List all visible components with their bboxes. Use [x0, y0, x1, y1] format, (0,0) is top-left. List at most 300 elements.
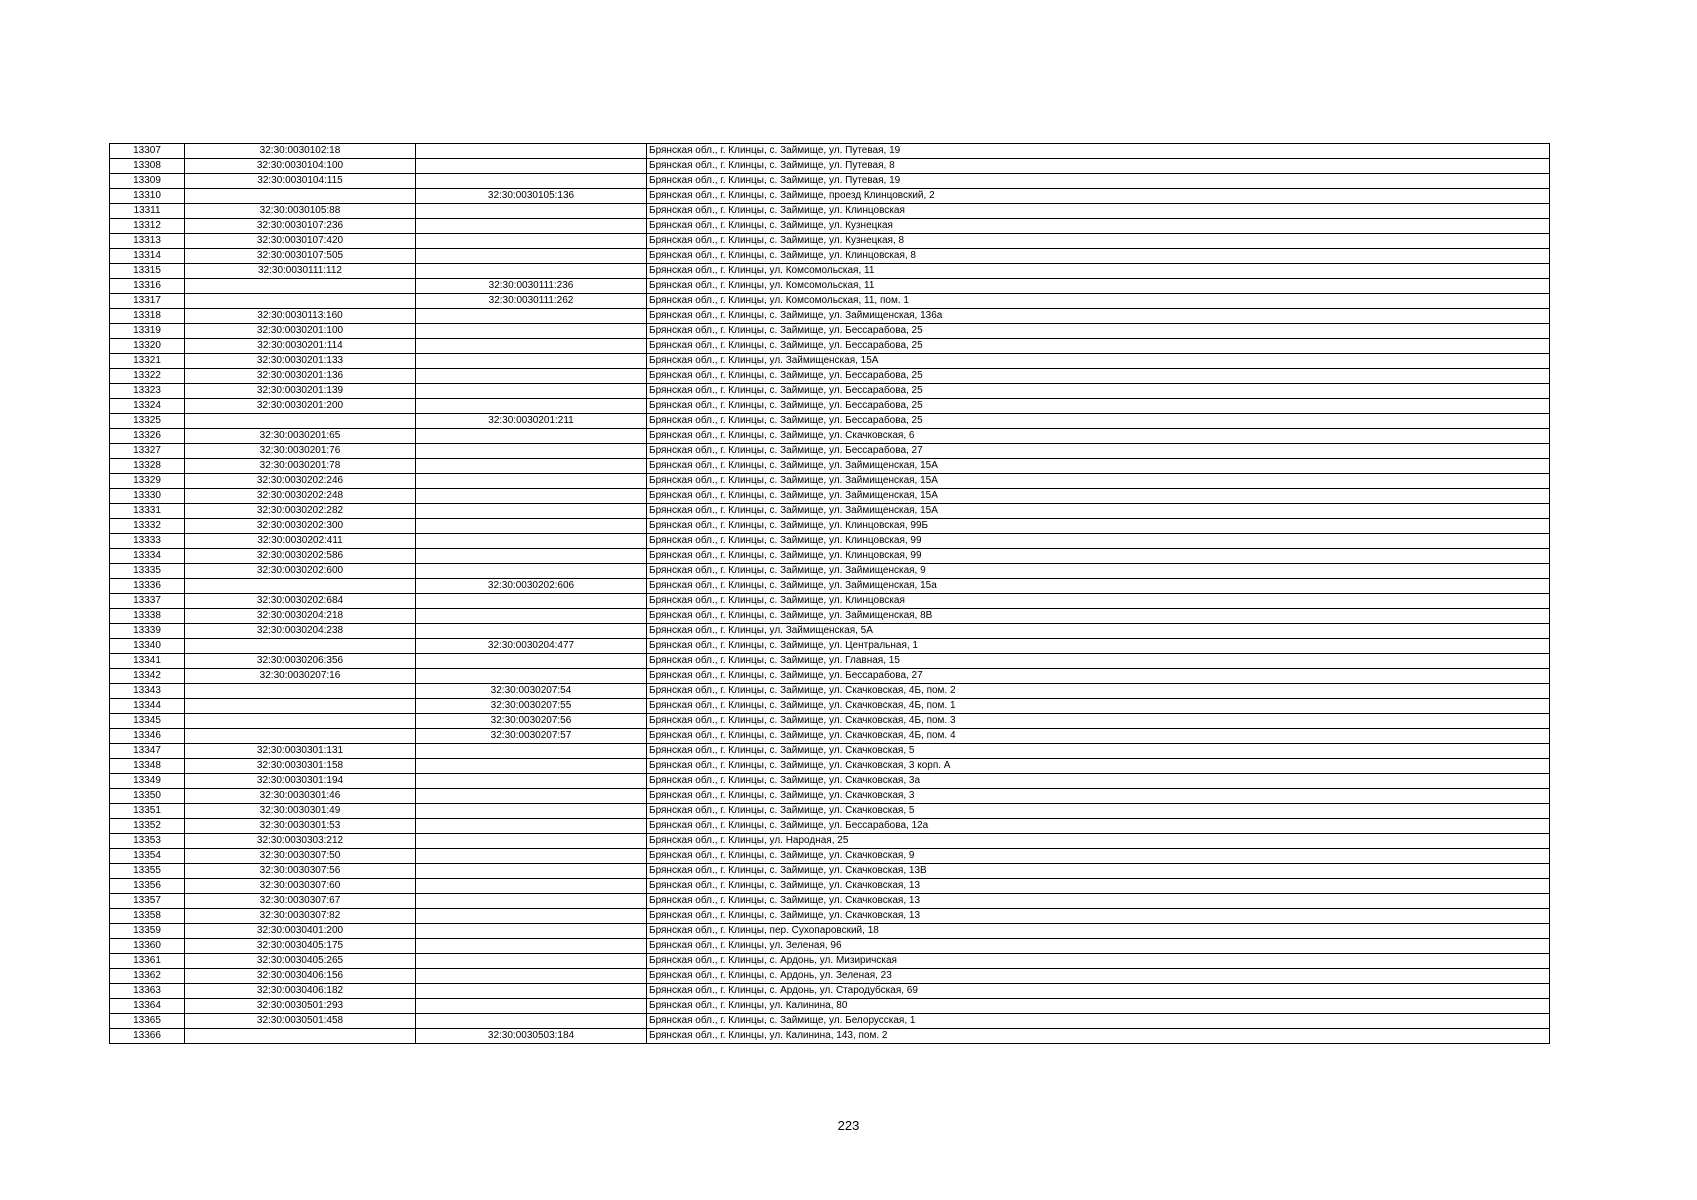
row-number-cell: 13366 [110, 1029, 185, 1044]
row-number-cell: 13324 [110, 399, 185, 414]
table-row [110, 849, 1550, 864]
address-cell: Брянская обл., г. Клинцы, с. Займище, ул. Скачковская, 5 [647, 744, 1550, 759]
address-cell: Брянская обл., г. Клинцы, пер. Сухопаровский, 18 [647, 924, 1550, 939]
row-number-cell: 13348 [110, 759, 185, 774]
address-cell: Брянская обл., г. Клинцы, ул. Комсомольская, 11 [647, 264, 1550, 279]
row-number-cell: 13327 [110, 444, 185, 459]
cadastral-number-cell: 32:30:0030201:133 [185, 354, 416, 369]
address-cell: Брянская обл., г. Клинцы, с. Займище, ул. Скачковская, 13В [647, 864, 1550, 879]
row-number-cell: 13340 [110, 639, 185, 654]
address-cell: Брянская обл., г. Клинцы, с. Займище, ул. Скачковская, 5 [647, 804, 1550, 819]
cadastral-number-alt-cell [416, 744, 647, 759]
cadastral-number-cell: 32:30:0030201:136 [185, 369, 416, 384]
cadastral-number-cell: 32:30:0030202:586 [185, 549, 416, 564]
row-number-cell: 13326 [110, 429, 185, 444]
row-number-cell: 13323 [110, 384, 185, 399]
table-row [110, 909, 1550, 924]
row-number-cell: 13364 [110, 999, 185, 1014]
cadastral-number-cell: 32:30:0030301:158 [185, 759, 416, 774]
row-number-cell: 13350 [110, 789, 185, 804]
cadastral-number-cell [185, 684, 416, 699]
address-cell: Брянская обл., г. Клинцы, с. Займище, ул. Скачковская, 4Б, пом. 2 [647, 684, 1550, 699]
cadastral-number-alt-cell [416, 249, 647, 264]
cadastral-number-cell [185, 639, 416, 654]
cadastral-number-cell: 32:30:0030201:114 [185, 339, 416, 354]
table-row [110, 639, 1550, 654]
table-row [110, 324, 1550, 339]
row-number-cell: 13308 [110, 159, 185, 174]
cadastral-number-alt-cell [416, 489, 647, 504]
table-row [110, 984, 1550, 999]
table-row [110, 204, 1550, 219]
address-cell: Брянская обл., г. Клинцы, с. Займище, ул. Путевая, 19 [647, 144, 1550, 159]
address-cell: Брянская обл., г. Клинцы, с. Займище, ул. Бессарабова, 25 [647, 339, 1550, 354]
address-cell: Брянская обл., г. Клинцы, с. Займище, ул. Бессарабова, 25 [647, 399, 1550, 414]
cadastral-number-cell: 32:30:0030201:65 [185, 429, 416, 444]
table-row [110, 999, 1550, 1014]
cadastral-number-alt-cell [416, 429, 647, 444]
cadastral-number-cell: 32:30:0030104:115 [185, 174, 416, 189]
row-number-cell: 13317 [110, 294, 185, 309]
cadastral-number-alt-cell [416, 864, 647, 879]
row-number-cell: 13318 [110, 309, 185, 324]
cadastral-number-cell: 32:30:0030307:67 [185, 894, 416, 909]
table-row [110, 534, 1550, 549]
cadastral-number-cell: 32:30:0030202:282 [185, 504, 416, 519]
address-cell: Брянская обл., г. Клинцы, с. Займище, ул. Белорусская, 1 [647, 1014, 1550, 1029]
address-cell: Брянская обл., г. Клинцы, с. Займище, ул. Скачковская, 9 [647, 849, 1550, 864]
cadastral-number-alt-cell [416, 669, 647, 684]
row-number-cell: 13315 [110, 264, 185, 279]
address-cell: Брянская обл., г. Клинцы, с. Займище, ул. Займищенская, 136а [647, 309, 1550, 324]
cadastral-number-cell: 32:30:0030501:293 [185, 999, 416, 1014]
table-row [110, 564, 1550, 579]
cadastral-number-alt-cell [416, 909, 647, 924]
address-cell: Брянская обл., г. Клинцы, с. Займище, ул. Клинцовская [647, 204, 1550, 219]
cadastral-number-cell [185, 699, 416, 714]
cadastral-number-alt-cell [416, 534, 647, 549]
address-cell: Брянская обл., г. Клинцы, с. Займище, ул. Бессарабова, 25 [647, 414, 1550, 429]
cadastral-number-alt-cell [416, 264, 647, 279]
row-number-cell: 13321 [110, 354, 185, 369]
cadastral-number-cell [185, 1029, 416, 1044]
cadastral-number-cell: 32:30:0030202:300 [185, 519, 416, 534]
row-number-cell: 13346 [110, 729, 185, 744]
row-number-cell: 13356 [110, 879, 185, 894]
cadastral-number-alt-cell [416, 879, 647, 894]
cadastral-number-alt-cell: 32:30:0030207:55 [416, 699, 647, 714]
cadastral-number-alt-cell: 32:30:0030111:236 [416, 279, 647, 294]
property-registry-table [109, 143, 1550, 1044]
address-cell: Брянская обл., г. Клинцы, с. Займище, ул. Клинцовская, 99 [647, 534, 1550, 549]
row-number-cell: 13334 [110, 549, 185, 564]
cadastral-number-cell: 32:30:0030301:53 [185, 819, 416, 834]
cadastral-number-cell [185, 189, 416, 204]
address-cell: Брянская обл., г. Клинцы, с. Займище, ул. Главная, 15 [647, 654, 1550, 669]
cadastral-number-alt-cell [416, 369, 647, 384]
cadastral-number-cell: 32:30:0030307:82 [185, 909, 416, 924]
cadastral-number-cell: 32:30:0030301:194 [185, 774, 416, 789]
cadastral-number-alt-cell [416, 219, 647, 234]
cadastral-number-alt-cell [416, 399, 647, 414]
row-number-cell: 13361 [110, 954, 185, 969]
row-number-cell: 13307 [110, 144, 185, 159]
address-cell: Брянская обл., г. Клинцы, с. Займище, ул. Скачковская, 6 [647, 429, 1550, 444]
cadastral-number-alt-cell [416, 549, 647, 564]
table-row [110, 234, 1550, 249]
address-cell: Брянская обл., г. Клинцы, с. Займище, ул. Скачковская, 4Б, пом. 1 [647, 699, 1550, 714]
cadastral-number-alt-cell [416, 204, 647, 219]
cadastral-number-cell: 32:30:0030206:356 [185, 654, 416, 669]
address-cell: Брянская обл., г. Клинцы, с. Займище, ул. Центральная, 1 [647, 639, 1550, 654]
table-row [110, 279, 1550, 294]
row-number-cell: 13351 [110, 804, 185, 819]
table-row [110, 444, 1550, 459]
table-row [110, 729, 1550, 744]
cadastral-number-cell: 32:30:0030207:16 [185, 669, 416, 684]
address-cell: Брянская обл., г. Клинцы, ул. Зеленая, 96 [647, 939, 1550, 954]
row-number-cell: 13335 [110, 564, 185, 579]
row-number-cell: 13314 [110, 249, 185, 264]
table-row [110, 354, 1550, 369]
address-cell: Брянская обл., г. Клинцы, с. Займище, ул. Бессарабова, 27 [647, 669, 1550, 684]
cadastral-number-cell: 32:30:0030201:200 [185, 399, 416, 414]
address-cell: Брянская обл., г. Клинцы, с. Займище, ул. Бессарабова, 25 [647, 369, 1550, 384]
row-number-cell: 13362 [110, 969, 185, 984]
cadastral-number-alt-cell: 32:30:0030207:54 [416, 684, 647, 699]
cadastral-number-cell: 32:30:0030307:50 [185, 849, 416, 864]
cadastral-number-alt-cell [416, 774, 647, 789]
address-cell: Брянская обл., г. Клинцы, ул. Калинина, 80 [647, 999, 1550, 1014]
table-row [110, 954, 1550, 969]
address-cell: Брянская обл., г. Клинцы, с. Займище, ул. Займищенская, 8В [647, 609, 1550, 624]
address-cell: Брянская обл., г. Клинцы, с. Займище, проезд Клинцовский, 2 [647, 189, 1550, 204]
table-row [110, 1014, 1550, 1029]
row-number-cell: 13309 [110, 174, 185, 189]
row-number-cell: 13347 [110, 744, 185, 759]
cadastral-number-alt-cell [416, 144, 647, 159]
address-cell: Брянская обл., г. Клинцы, с. Ардонь, ул. Мизиричская [647, 954, 1550, 969]
table-row [110, 924, 1550, 939]
cadastral-number-cell: 32:30:0030202:411 [185, 534, 416, 549]
table-row [110, 774, 1550, 789]
row-number-cell: 13333 [110, 534, 185, 549]
cadastral-number-cell: 32:30:0030406:156 [185, 969, 416, 984]
table-row [110, 504, 1550, 519]
address-cell: Брянская обл., г. Клинцы, с. Займище, ул. Скачковская, 4Б, пом. 3 [647, 714, 1550, 729]
table-row [110, 144, 1550, 159]
table-row [110, 294, 1550, 309]
cadastral-number-cell: 32:30:0030406:182 [185, 984, 416, 999]
address-cell: Брянская обл., г. Клинцы, ул. Калинина, 143, пом. 2 [647, 1029, 1550, 1044]
address-cell: Брянская обл., г. Клинцы, с. Займище, ул. Скачковская, 3 [647, 789, 1550, 804]
address-cell: Брянская обл., г. Клинцы, с. Ардонь, ул. Стародубская, 69 [647, 984, 1550, 999]
row-number-cell: 13325 [110, 414, 185, 429]
address-cell: Брянская обл., г. Клинцы, с. Займище, ул. Скачковская, 4Б, пом. 4 [647, 729, 1550, 744]
cadastral-number-alt-cell: 32:30:0030204:477 [416, 639, 647, 654]
cadastral-number-cell: 32:30:0030301:46 [185, 789, 416, 804]
cadastral-number-alt-cell [416, 969, 647, 984]
cadastral-number-alt-cell: 32:30:0030201:211 [416, 414, 647, 429]
cadastral-number-cell: 32:30:0030204:238 [185, 624, 416, 639]
cadastral-number-alt-cell [416, 444, 647, 459]
address-cell: Брянская обл., г. Клинцы, с. Займище, ул. Скачковская, 3а [647, 774, 1550, 789]
cadastral-number-cell: 32:30:0030102:18 [185, 144, 416, 159]
cadastral-number-cell: 32:30:0030201:76 [185, 444, 416, 459]
cadastral-number-cell: 32:30:0030113:160 [185, 309, 416, 324]
address-cell: Брянская обл., г. Клинцы, с. Займище, ул. Бессарабова, 27 [647, 444, 1550, 459]
cadastral-number-alt-cell [416, 159, 647, 174]
table-row [110, 579, 1550, 594]
table-row [110, 549, 1550, 564]
cadastral-number-cell [185, 714, 416, 729]
table-row [110, 249, 1550, 264]
cadastral-number-cell: 32:30:0030107:236 [185, 219, 416, 234]
cadastral-number-cell: 32:30:0030307:56 [185, 864, 416, 879]
cadastral-number-cell: 32:30:0030202:246 [185, 474, 416, 489]
cadastral-number-alt-cell [416, 894, 647, 909]
table-row [110, 714, 1550, 729]
address-cell: Брянская обл., г. Клинцы, ул. Комсомольская, 11 [647, 279, 1550, 294]
cadastral-number-alt-cell [416, 564, 647, 579]
row-number-cell: 13319 [110, 324, 185, 339]
row-number-cell: 13353 [110, 834, 185, 849]
row-number-cell: 13344 [110, 699, 185, 714]
cadastral-number-alt-cell [416, 789, 647, 804]
cadastral-number-alt-cell [416, 609, 647, 624]
row-number-cell: 13360 [110, 939, 185, 954]
cadastral-number-alt-cell: 32:30:0030111:262 [416, 294, 647, 309]
cadastral-number-alt-cell [416, 519, 647, 534]
table-row [110, 894, 1550, 909]
cadastral-number-cell: 32:30:0030405:175 [185, 939, 416, 954]
table-row [110, 744, 1550, 759]
page-number: 223 [837, 1118, 860, 1133]
cadastral-number-alt-cell [416, 954, 647, 969]
address-cell: Брянская обл., г. Клинцы, с. Займище, ул. Клинцовская, 99Б [647, 519, 1550, 534]
table-row [110, 759, 1550, 774]
cadastral-number-cell: 32:30:0030405:265 [185, 954, 416, 969]
table-row [110, 594, 1550, 609]
address-cell: Брянская обл., г. Клинцы, с. Займище, ул. Путевая, 19 [647, 174, 1550, 189]
table-row [110, 1029, 1550, 1044]
row-number-cell: 13332 [110, 519, 185, 534]
row-number-cell: 13322 [110, 369, 185, 384]
address-cell: Брянская обл., г. Клинцы, с. Займище, ул. Клинцовская, 99 [647, 549, 1550, 564]
table-row [110, 684, 1550, 699]
address-cell: Брянская обл., г. Клинцы, с. Займище, ул. Займищенская, 15А [647, 459, 1550, 474]
cadastral-number-cell: 32:30:0030301:131 [185, 744, 416, 759]
table-row [110, 519, 1550, 534]
cadastral-number-cell [185, 729, 416, 744]
cadastral-number-cell: 32:30:0030401:200 [185, 924, 416, 939]
cadastral-number-cell: 32:30:0030202:684 [185, 594, 416, 609]
table-row [110, 609, 1550, 624]
address-cell: Брянская обл., г. Клинцы, с. Займище, ул. Бессарабова, 25 [647, 384, 1550, 399]
address-cell: Брянская обл., г. Клинцы, с. Займище, ул. Кузнецкая [647, 219, 1550, 234]
table-row [110, 969, 1550, 984]
cadastral-number-cell: 32:30:0030104:100 [185, 159, 416, 174]
cadastral-number-alt-cell [416, 504, 647, 519]
address-cell: Брянская обл., г. Клинцы, ул. Комсомольская, 11, пом. 1 [647, 294, 1550, 309]
row-number-cell: 13342 [110, 669, 185, 684]
address-cell: Брянская обл., г. Клинцы, с. Займище, ул. Бессарабова, 25 [647, 324, 1550, 339]
cadastral-number-cell: 32:30:0030501:458 [185, 1014, 416, 1029]
row-number-cell: 13313 [110, 234, 185, 249]
address-cell: Брянская обл., г. Клинцы, с. Займище, ул. Займищенская, 15а [647, 579, 1550, 594]
table-row [110, 159, 1550, 174]
row-number-cell: 13339 [110, 624, 185, 639]
cadastral-number-cell [185, 414, 416, 429]
table-row [110, 879, 1550, 894]
row-number-cell: 13331 [110, 504, 185, 519]
address-cell: Брянская обл., г. Клинцы, с. Займище, ул. Скачковская, 3 корп. А [647, 759, 1550, 774]
table-row [110, 384, 1550, 399]
cadastral-number-alt-cell [416, 759, 647, 774]
cadastral-number-cell: 32:30:0030201:100 [185, 324, 416, 339]
table-row [110, 789, 1550, 804]
cadastral-number-alt-cell [416, 819, 647, 834]
cadastral-number-cell: 32:30:0030201:139 [185, 384, 416, 399]
row-number-cell: 13316 [110, 279, 185, 294]
address-cell: Брянская обл., г. Клинцы, с. Займище, ул. Займищенская, 15А [647, 474, 1550, 489]
cadastral-number-alt-cell [416, 624, 647, 639]
cadastral-number-cell: 32:30:0030202:600 [185, 564, 416, 579]
cadastral-number-cell: 32:30:0030107:420 [185, 234, 416, 249]
cadastral-number-alt-cell [416, 324, 647, 339]
cadastral-number-cell: 32:30:0030303:212 [185, 834, 416, 849]
table-row [110, 309, 1550, 324]
table-row [110, 804, 1550, 819]
cadastral-number-alt-cell [416, 939, 647, 954]
table-row [110, 339, 1550, 354]
row-number-cell: 13338 [110, 609, 185, 624]
cadastral-number-cell [185, 579, 416, 594]
table-row [110, 489, 1550, 504]
address-cell: Брянская обл., г. Клинцы, с. Займище, ул. Бессарабова, 12а [647, 819, 1550, 834]
address-cell: Брянская обл., г. Клинцы, с. Займище, ул. Займищенская, 15А [647, 489, 1550, 504]
cadastral-number-alt-cell [416, 654, 647, 669]
cadastral-number-alt-cell [416, 384, 647, 399]
table-row [110, 459, 1550, 474]
cadastral-number-alt-cell: 32:30:0030207:56 [416, 714, 647, 729]
address-cell: Брянская обл., г. Клинцы, с. Займище, ул. Клинцовская [647, 594, 1550, 609]
table-row [110, 624, 1550, 639]
cadastral-number-alt-cell [416, 1014, 647, 1029]
address-cell: Брянская обл., г. Клинцы, ул. Народная, 25 [647, 834, 1550, 849]
row-number-cell: 13312 [110, 219, 185, 234]
cadastral-number-alt-cell: 32:30:0030503:184 [416, 1029, 647, 1044]
row-number-cell: 13354 [110, 849, 185, 864]
table-row [110, 834, 1550, 849]
cadastral-number-cell: 32:30:0030202:248 [185, 489, 416, 504]
row-number-cell: 13355 [110, 864, 185, 879]
cadastral-number-cell [185, 279, 416, 294]
table-row [110, 474, 1550, 489]
cadastral-number-alt-cell [416, 834, 647, 849]
address-cell: Брянская обл., г. Клинцы, с. Займище, ул. Займищенская, 15А [647, 504, 1550, 519]
address-cell: Брянская обл., г. Клинцы, с. Займище, ул. Скачковская, 13 [647, 894, 1550, 909]
row-number-cell: 13357 [110, 894, 185, 909]
cadastral-number-alt-cell: 32:30:0030202:606 [416, 579, 647, 594]
row-number-cell: 13341 [110, 654, 185, 669]
address-cell: Брянская обл., г. Клинцы, с. Займище, ул. Кузнецкая, 8 [647, 234, 1550, 249]
table-row [110, 699, 1550, 714]
cadastral-number-cell: 32:30:0030201:78 [185, 459, 416, 474]
table-row [110, 819, 1550, 834]
address-cell: Брянская обл., г. Клинцы, с. Займище, ул. Клинцовская, 8 [647, 249, 1550, 264]
cadastral-number-cell: 32:30:0030107:505 [185, 249, 416, 264]
address-cell: Брянская обл., г. Клинцы, с. Займище, ул. Скачковская, 13 [647, 879, 1550, 894]
row-number-cell: 13345 [110, 714, 185, 729]
address-cell: Брянская обл., г. Клинцы, ул. Займищенская, 5А [647, 624, 1550, 639]
row-number-cell: 13320 [110, 339, 185, 354]
cadastral-number-alt-cell [416, 594, 647, 609]
row-number-cell: 13349 [110, 774, 185, 789]
row-number-cell: 13343 [110, 684, 185, 699]
row-number-cell: 13328 [110, 459, 185, 474]
row-number-cell: 13358 [110, 909, 185, 924]
row-number-cell: 13330 [110, 489, 185, 504]
table-row [110, 414, 1550, 429]
table-row [110, 939, 1550, 954]
cadastral-number-cell: 32:30:0030105:88 [185, 204, 416, 219]
table-row [110, 369, 1550, 384]
row-number-cell: 13359 [110, 924, 185, 939]
cadastral-number-cell: 32:30:0030111:112 [185, 264, 416, 279]
address-cell: Брянская обл., г. Клинцы, ул. Займищенская, 15А [647, 354, 1550, 369]
row-number-cell: 13365 [110, 1014, 185, 1029]
cadastral-number-alt-cell [416, 174, 647, 189]
cadastral-number-cell: 32:30:0030307:60 [185, 879, 416, 894]
address-cell: Брянская обл., г. Клинцы, с. Займище, ул. Путевая, 8 [647, 159, 1550, 174]
cadastral-number-alt-cell [416, 339, 647, 354]
row-number-cell: 13336 [110, 579, 185, 594]
cadastral-number-cell: 32:30:0030204:218 [185, 609, 416, 624]
cadastral-number-alt-cell [416, 474, 647, 489]
cadastral-number-alt-cell [416, 234, 647, 249]
table-row [110, 399, 1550, 414]
address-cell: Брянская обл., г. Клинцы, с. Ардонь, ул. Зеленая, 23 [647, 969, 1550, 984]
table-row [110, 429, 1550, 444]
row-number-cell: 13311 [110, 204, 185, 219]
cadastral-number-alt-cell [416, 999, 647, 1014]
row-number-cell: 13363 [110, 984, 185, 999]
table-row [110, 669, 1550, 684]
cadastral-number-cell: 32:30:0030301:49 [185, 804, 416, 819]
cadastral-number-cell [185, 294, 416, 309]
cadastral-number-alt-cell [416, 354, 647, 369]
row-number-cell: 13329 [110, 474, 185, 489]
table-row [110, 264, 1550, 279]
row-number-cell: 13352 [110, 819, 185, 834]
table-row [110, 219, 1550, 234]
address-cell: Брянская обл., г. Клинцы, с. Займище, ул. Займищенская, 9 [647, 564, 1550, 579]
cadastral-number-alt-cell [416, 849, 647, 864]
cadastral-number-alt-cell [416, 804, 647, 819]
table-row [110, 189, 1550, 204]
table-row [110, 654, 1550, 669]
cadastral-number-alt-cell [416, 984, 647, 999]
address-cell: Брянская обл., г. Клинцы, с. Займище, ул. Скачковская, 13 [647, 909, 1550, 924]
row-number-cell: 13337 [110, 594, 185, 609]
cadastral-number-alt-cell: 32:30:0030207:57 [416, 729, 647, 744]
table-row [110, 864, 1550, 879]
cadastral-number-alt-cell [416, 309, 647, 324]
cadastral-number-alt-cell [416, 924, 647, 939]
cadastral-number-alt-cell [416, 459, 647, 474]
table-row [110, 174, 1550, 189]
